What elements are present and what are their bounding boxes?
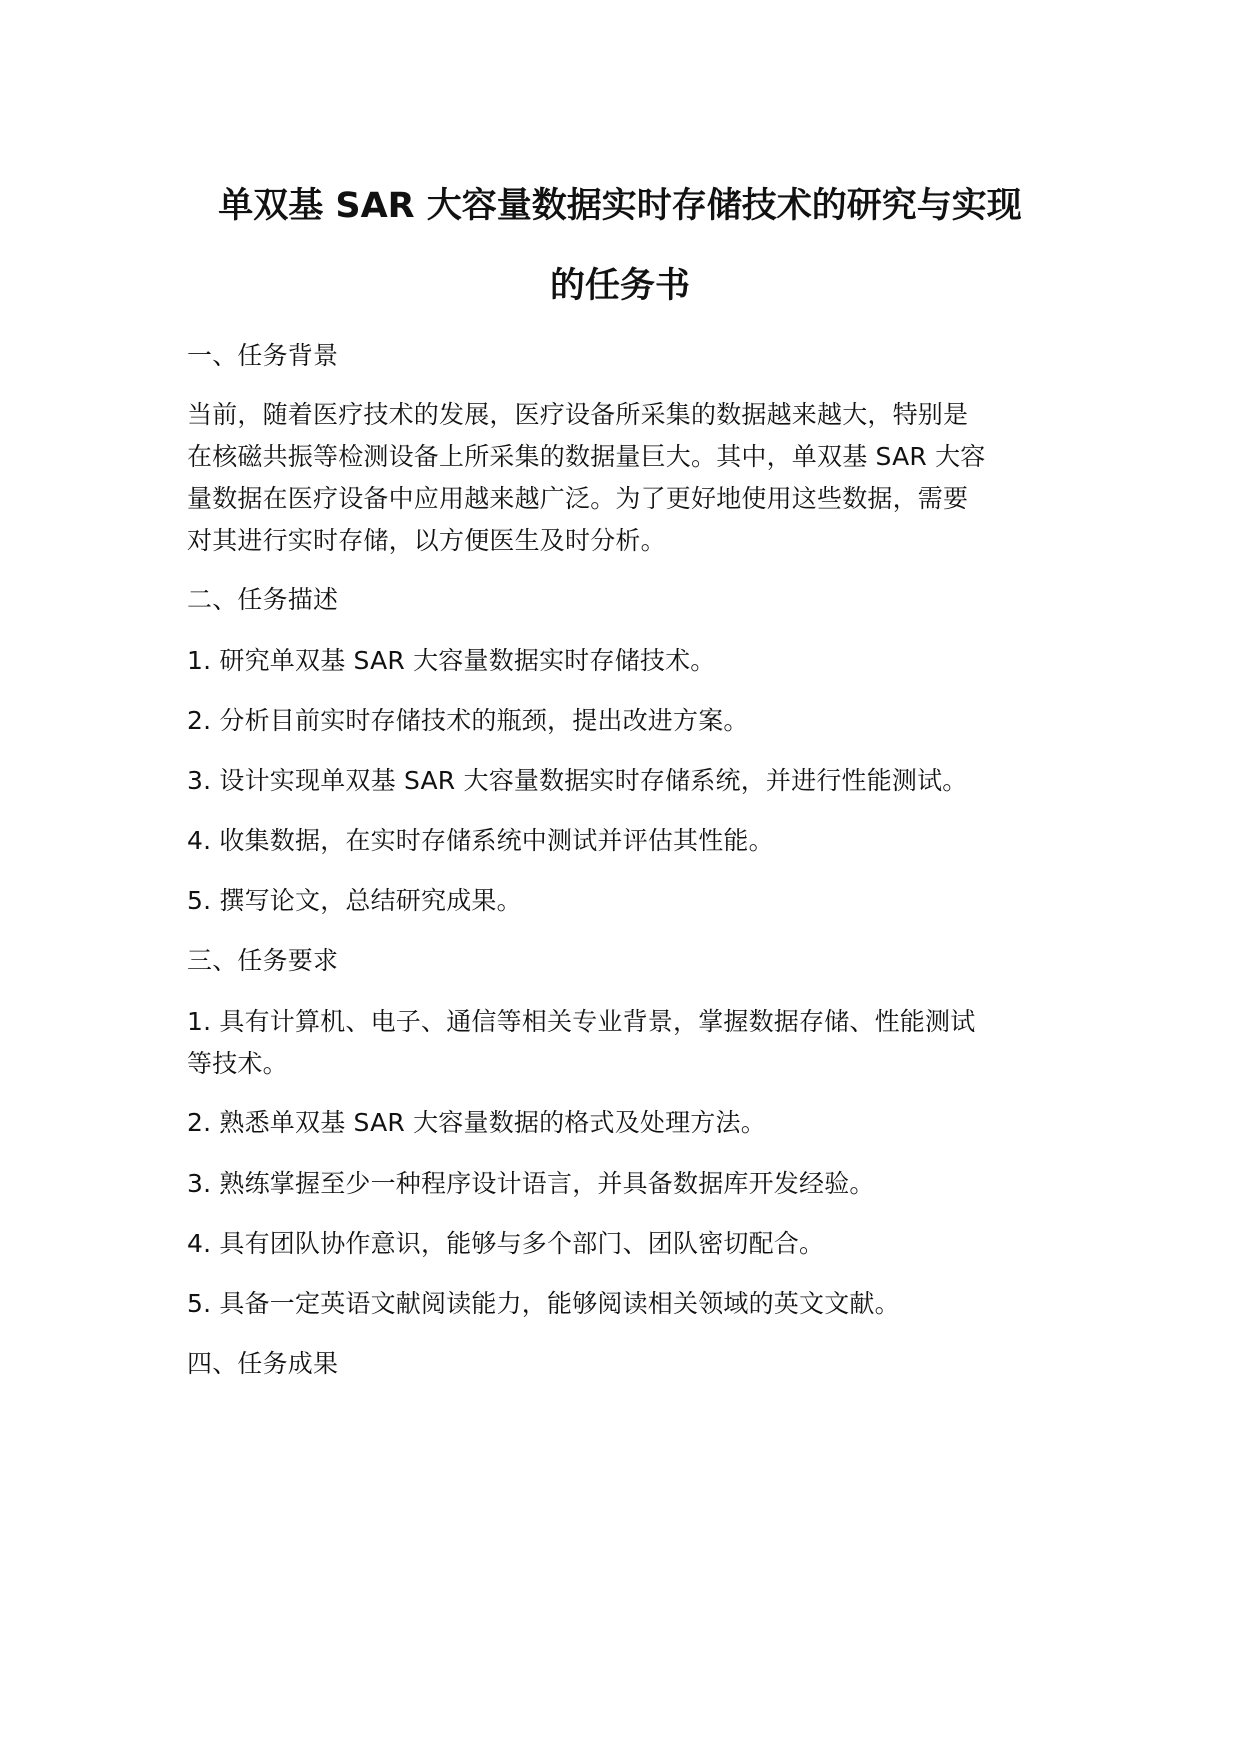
list-item-continuation: 等技术。 [187, 1049, 288, 1078]
list-item: 2. 熟悉单双基 SAR 大容量数据的格式及处理方法。 [187, 1108, 766, 1137]
document-title-line-1: 单双基 SAR 大容量数据实时存储技术的研究与实现 [218, 186, 1022, 226]
list-item: 5. 具备一定英语文献阅读能力，能够阅读相关领域的英文文献。 [187, 1289, 900, 1318]
list-item: 1. 具有计算机、电子、通信等相关专业背景，掌握数据存储、性能测试 [187, 1007, 976, 1036]
list-item: 4. 具有团队协作意识，能够与多个部门、团队密切配合。 [187, 1229, 825, 1258]
section-heading-requirements: 三、任务要求 [187, 946, 339, 975]
document-title-line-2: 的任务书 [549, 266, 690, 306]
list-item: 3. 设计实现单双基 SAR 大容量数据实时存储系统，并进行性能测试。 [187, 766, 968, 795]
list-item: 3. 熟练掌握至少一种程序设计语言，并具备数据库开发经验。 [187, 1169, 875, 1198]
paragraph-line: 对其进行实时存储，以方便医生及时分析。 [187, 526, 666, 555]
list-item: 5. 撰写论文，总结研究成果。 [187, 886, 522, 915]
paragraph-line: 当前，随着医疗技术的发展，医疗设备所采集的数据越来越大，特别是 [187, 400, 969, 429]
list-item: 1. 研究单双基 SAR 大容量数据实时存储技术。 [187, 646, 716, 675]
section-heading-background: 一、任务背景 [187, 341, 339, 370]
list-item: 2. 分析目前实时存储技术的瓶颈，提出改进方案。 [187, 706, 749, 735]
section-heading-outcomes: 四、任务成果 [187, 1349, 339, 1378]
paragraph-line: 在核磁共振等检测设备上所采集的数据量巨大。其中，单双基 SAR 大容 [187, 442, 986, 471]
paragraph-line: 量数据在医疗设备中应用越来越广泛。为了更好地使用这些数据，需要 [187, 484, 969, 513]
section-heading-description: 二、任务描述 [187, 585, 339, 614]
list-item: 4. 收集数据，在实时存储系统中测试并评估其性能。 [187, 826, 774, 855]
